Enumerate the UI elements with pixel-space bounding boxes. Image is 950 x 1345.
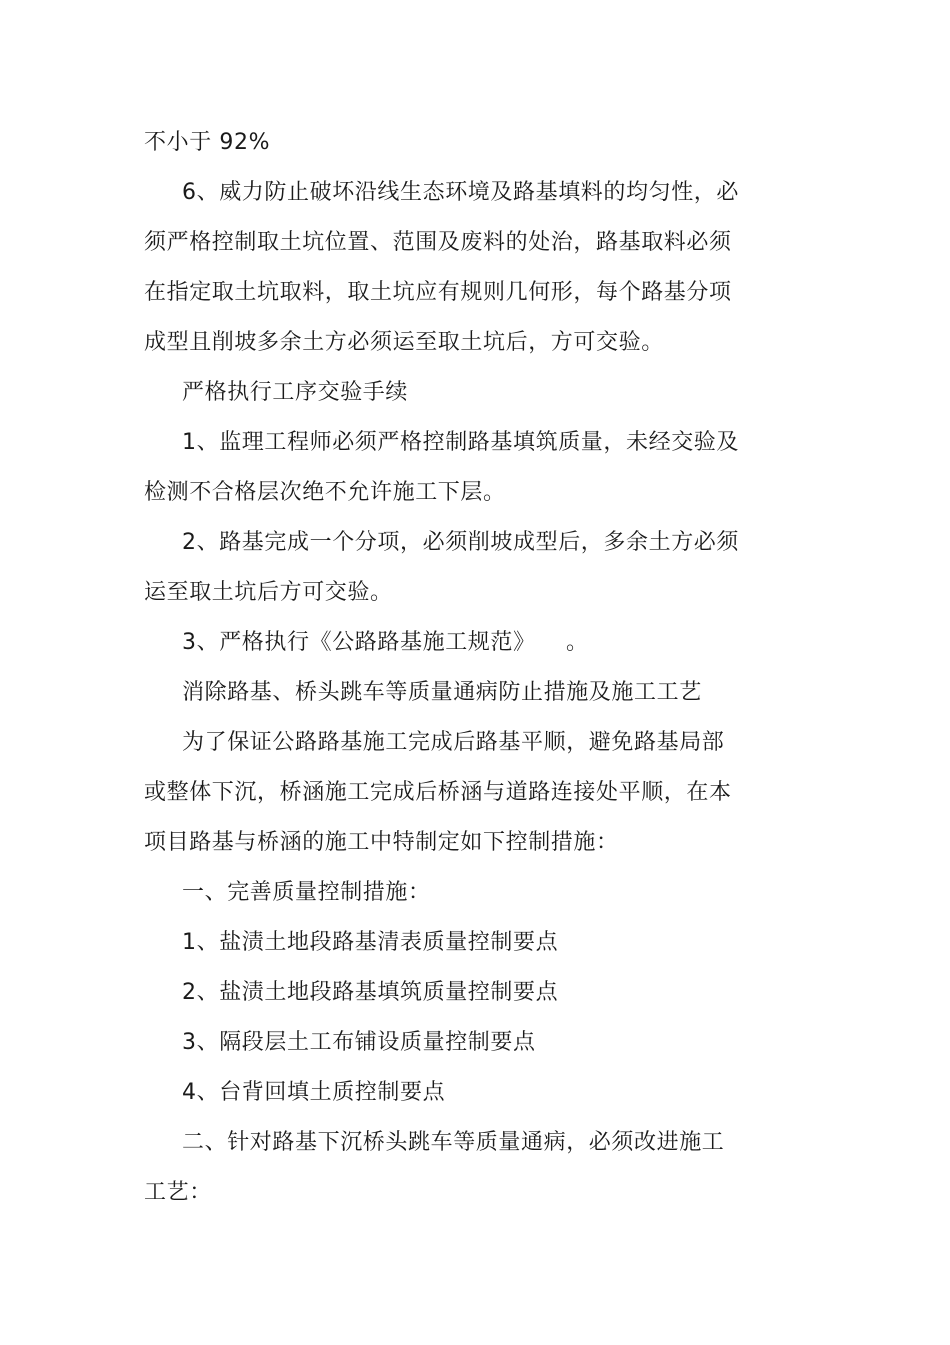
section-heading: 严格执行工序交验手续 (182, 380, 409, 405)
paragraph-line: 运至取土坑后方可交验。 (144, 580, 393, 605)
paragraph-line: 工艺： (144, 1180, 212, 1205)
list-item: 2、盐渍土地段路基填筑质量控制要点 (182, 980, 559, 1005)
section-heading: 一、完善质量控制措施： (182, 880, 431, 905)
list-item: 3、隔段层土工布铺设质量控制要点 (182, 1030, 536, 1055)
paragraph-line: 6、威力防止破坏沿线生态环境及路基填料的均匀性，必 (182, 180, 739, 205)
paragraph-line: 检测不合格层次绝不允许施工下层。 (144, 480, 506, 505)
paragraph-line: 2、路基完成一个分项，必须削坡成型后，多余土方必须 (182, 530, 739, 555)
paragraph-line: 成型且削坡多余土方必须运至取土坑后，方可交验。 (144, 330, 664, 355)
paragraph-line: 1、监理工程师必须严格控制路基填筑质量，未经交验及 (182, 430, 739, 455)
section-heading: 二、针对路基下沉桥头跳车等质量通病，必须改进施工 (182, 1130, 725, 1155)
list-item: 1、盐渍土地段路基清表质量控制要点 (182, 930, 559, 955)
paragraph-line: 不小于 92% (144, 130, 271, 155)
list-item: 4、台背回填土质控制要点 (182, 1080, 446, 1105)
paragraph-line: 3、严格执行《公路路基施工规范》 。 (182, 630, 589, 655)
paragraph-line: 在指定取土坑取料，取土坑应有规则几何形，每个路基分项 (144, 280, 732, 305)
section-heading: 消除路基、桥头跳车等质量通病防止措施及施工工艺 (182, 680, 702, 705)
paragraph-line: 须严格控制取土坑位置、范围及废料的处治，路基取料必须 (144, 230, 732, 255)
paragraph-line: 为了保证公路路基施工完成后路基平顺，避免路基局部 (182, 730, 725, 755)
paragraph-line: 项目路基与桥涵的施工中特制定如下控制措施： (144, 830, 619, 855)
paragraph-line: 或整体下沉，桥涵施工完成后桥涵与道路连接处平顺，在本 (144, 780, 732, 805)
